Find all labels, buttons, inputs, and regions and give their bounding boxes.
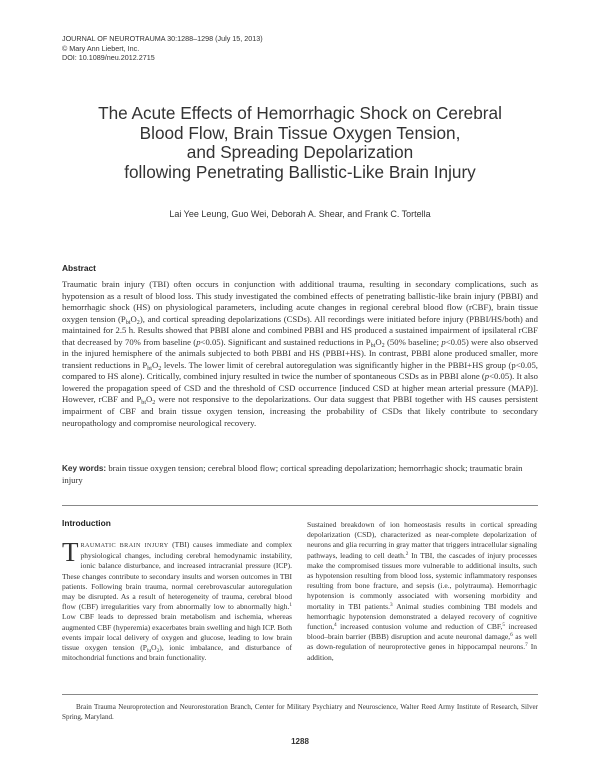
journal-citation: JOURNAL OF NEUROTRAUMA 30:1288–1298 (July 15, 2013) (62, 34, 263, 43)
abstract-text: <0.05). It also lowered the propagation speed of CSD and the threshold of CSD occurrence [induced CSD at higher mean arterial pressure (MAP)]. However, rCBF and (62, 371, 538, 405)
paper-title (60, 104, 540, 182)
title-line-2: Blood Flow, Brain Tissue Oxygen Tension, (139, 122, 461, 143)
abstract-heading: Abstract (62, 263, 96, 273)
reference: 6 (510, 632, 513, 639)
keywords (62, 463, 538, 486)
reference: 5 (502, 622, 506, 629)
abstract-body: Traumatic brain injury (TBI) often occurs in conjunction with additional trauma, resulting in secondary complications, such as hypotension as a result of blood loss. This study investigated the combined effects of penetrating ballistic-like brain injury (PBBI) and hemorrhagic shock (HS) on physiological parameters, including acute changes in regional cerebral blood flow (rCBF), brain tissue oxygen tension $(P_{bt}O_2)$, and cortical spreading depolarizations (CSDs). All recordings were initiated before injury (PBBI/HS/both) and maintained for 2.5 h. Results showed that PBBI alone and combined PBBI and HS produced a sustained impairment of ipsilateral rCBF that decreased by 70% from baseline (p<0.05). Significant and sustained reductions in $P_{bt}O_2$ (50% baseline; p<0.05) were also observed in the injured hemisphere of the animals subjected to both PBBI and HS (PBBI+HS). In contrast, PBBI alone produced smaller, more transient reductions in $P_{bt}O_2$ levels. The lower limit of cerebral autoregulation was significantly higher in the PBBI+HS group (p<0.05, compared to HS alone). Critically, combined injury resulted in twice the number of spontaneous CSDs as in PBBI alone (p<0.05). It also lowered the propagation speed of CSD and the threshold of CSD occurrence [induced CSD at higher mean arterial pressure (MAP)]. However, rCBF and $P_{bt}O_2$ were not responsive to the depolarizations. Our data suggest that PBBI together with HS causes persistent impairment of CBF and brain tissue oxygen tension, increasing the probability of CSDs that likely contribute to secondary neuropathology and compromise neurological recovery. (62, 279, 538, 428)
intro-left-column: TRAUMATIC BRAIN INJURY (TBI) causes immediate and complex physiological changes, including cerebral hemodynamic instability, ionic balance disturbance, and increased intracranial pressure (ICP). These changes contribute to secondary insults and worsen outcomes in TBI patients. Following brain trauma, normal cerebrovascular autoregulation may be disrupted. As a result of heterogeneity of trauma, cerebral blood flow (CBF) irregularities vary from abnormally low to abnormally high.$^1$ Low CBF leads to depressed brain metabolism and ischemia, whereas augmented CBF (hyperemia) exacerbates brain swelling and high ICP. Both events impair local delivery of oxygen and glucose, leading to low brain tissue oxygen tension $(P_{bt}O_2)$, ionic imbalance, and disturbance of mitochondrial functions and brain functionality. (62, 537, 292, 663)
title-line-1: The Acute Effects of Hemorrhagic Shock on Cerebral (98, 103, 502, 123)
reference: 1 (289, 602, 292, 609)
abstract-text: <0.05) were also observed in the injured hemisphere of the animals subjected to both PBBI and HS (PBBI+HS). In contrast, PBBI alone produced smaller, more transient reductions in (62, 336, 538, 370)
reference: 4 (334, 622, 337, 629)
abstract-text: <0.05). Significant and sustained reductions in (200, 336, 366, 347)
introduction-heading: Introduction (62, 518, 111, 528)
intro-right-column: Sustained breakdown of ion homeostasis results in cortical spreading depolarization (CSD), characterized as near-complete depolarization of neurons and glia recurring in gray matter that triggers intracellular signaling pathways, leading to cell death.$^2$ In TBI, the cascades of injury processes make the compromised tissues more vulnerable to additional insults, such as hypotension resulting from blood loss, systemic inflammatory responses resulting from bone fracture, and sepsis (i.e., polytrauma). Hemorrhagic hypotension is commonly associated with worsening morbidity and mortality in TBI patients.$^3$ Animal studies combining TBI models and hemorrhagic hypotension demonstrated a delayed recovery of cognitive function,$^4$ increased contusion volume and reduction of CBF,$^5$ increased blood–brain barrier (BBB) disruption and acute neuronal damage,$^6$ as well as down-regulation of neuroprotective genes in hippocampal neurons.$^7$ In addition, (307, 520, 537, 662)
reference: 2 (405, 550, 409, 557)
abstract-text: Traumatic brain injury (TBI) often occurs in conjunction with additional trauma, resulting in secondary complications, such as hypotension as a result of blood loss. This study investigated the combined effects of penetrating ballistic-like brain injury (PBBI) and hemorrhagic shock (HS) on physiological parameters, including acute changes in regional cerebral blood flow (rCBF), brain tissue oxygen tension ( (62, 279, 538, 324)
reference: 3 (390, 601, 393, 608)
smallcaps-lead: RAUMATIC BRAIN INJURY (80, 542, 169, 549)
footnote-divider (62, 694, 538, 695)
pbto2-symbol: $P_{bt}O_2$ (120, 313, 140, 326)
abstract-text: ), and cortical spreading depolarizations (CSDs). All recordings were initiated before injury (PBBI/HS/both) and maintained for 2.5 h. Results showed that PBBI alone and combined PBBI and HS produced a sustained impairment of ipsilateral rCBF that decreased by 70% from baseline ( (62, 313, 538, 347)
drop-cap: T (62, 537, 79, 567)
keywords-text: brain tissue oxygen tension; cerebral blood flow; cortical spreading depolarization; hemorrhagic shock; traumatic brain injury (62, 463, 523, 485)
pbto2-symbol: $P_{bt}O_2$ (142, 359, 162, 372)
keywords-label: Key words: (62, 464, 107, 473)
pbto2-symbol: $P_{bt}O_2$ (365, 336, 385, 349)
title-line-4: following Penetrating Ballistic-Like Brain Injury (124, 161, 476, 182)
page-number: 1288 (291, 737, 309, 746)
pbto2-symbol: $P_{bt}O_2$ (136, 394, 156, 407)
reference: 7 (525, 642, 528, 649)
title-line-3: and Spreading Depolarization (186, 142, 414, 162)
doi: DOI: 10.1089/neu.2012.2715 (62, 53, 155, 62)
abstract-text: levels. The lower limit of cerebral autoregulation was significantly higher in the PBBI+HS group (p<0.05, compared to HS alone). Critically, combined injury resulted in twice the number of spontaneous CSDs as in PBBI alone ( (62, 359, 538, 382)
section-divider (62, 505, 538, 506)
affiliation-footnote: Brain Trauma Neuroprotection and Neurorestoration Branch, Center for Military Psychiatry and Neuroscience, Walter Reed Army Institute of Research, Silver Spring, Maryland. (62, 703, 538, 722)
authors: Lai Yee Leung, Guo Wei, Deborah A. Shear, and Frank C. Tortella (169, 209, 431, 219)
pbto2-symbol: $P_{bt}O_2$ (142, 643, 160, 655)
copyright: © Mary Ann Liebert, Inc. (62, 43, 140, 53)
abstract-text: (50% baseline; (384, 336, 442, 347)
journal-header (62, 34, 263, 63)
abstract-text: were not responsive to the depolarizations. Our data suggest that PBBI together with HS causes persistent impairment of CBF and brain tissue oxygen tension, increasing the probability of CSDs that likely contribute to secondary neuropathology and compromise neurological recovery. (62, 394, 538, 428)
